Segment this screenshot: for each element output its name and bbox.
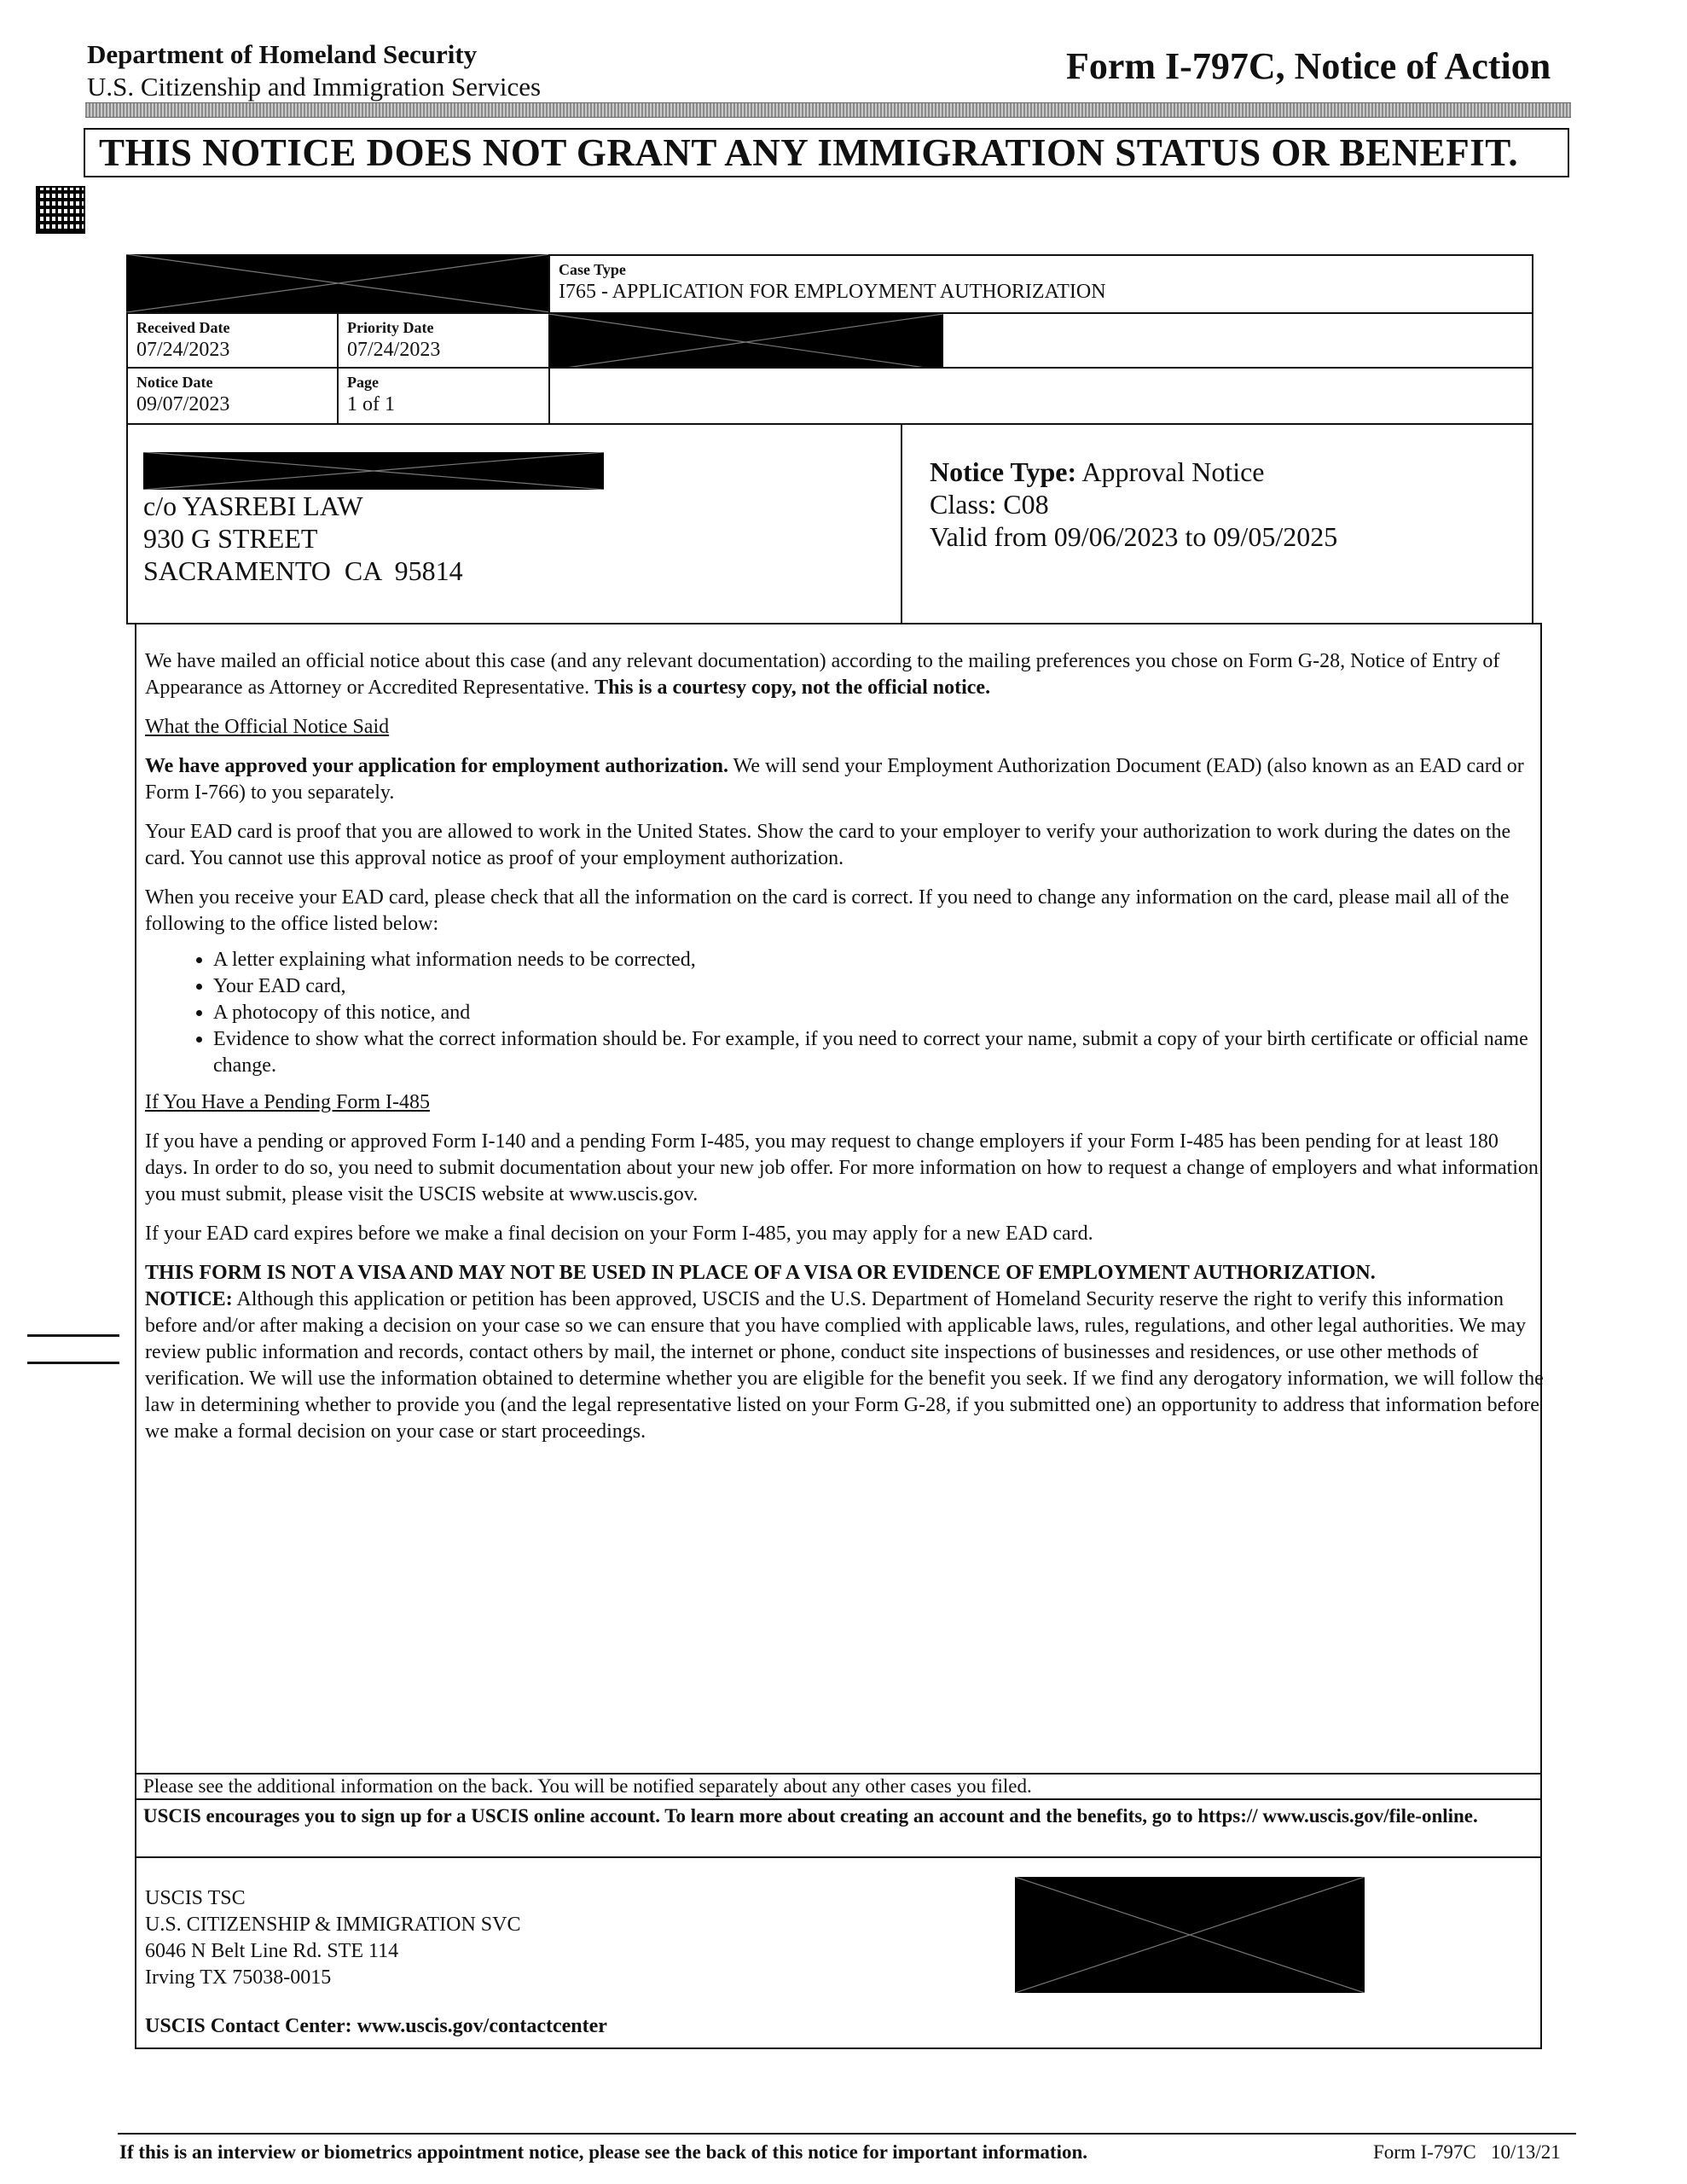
section-heading-i485: If You Have a Pending Form I-485 xyxy=(145,1091,430,1113)
office-line-1: USCIS TSC xyxy=(145,1887,246,1909)
received-date-value: 07/24/2023 xyxy=(136,339,230,361)
bottom-note: If this is an interview or biometrics appointment notice, please see the back of this notice for important information. xyxy=(119,2141,1087,2163)
recipient-box xyxy=(126,423,902,624)
courtesy-text: We have mailed an official notice about this case (and any relevant documentation) according to the mailing preferences you chose on Form G-28, Notice of Entry of Appearance as Attorney or Accredited Representative. xyxy=(145,650,1500,699)
case-type-value: I765 - APPLICATION FOR EMPLOYMENT AUTHORIZATION xyxy=(559,281,1106,303)
notice-text: Although this application or petition has been approved, USCIS and the U.S. Department of Homeland Security reserve the right to verify this information before and/or after making a decision on your case so we can ensure that you have complied with applicable laws, rules, regulations, and other legal authorities. We may review public information and records, contact others by mail, the internet or phone, conduct site inspections of businesses and residences, or use other methods of verification. We will use the information obtained to determine whether you are eligible for the benefit you seek. If we find any derogatory information, we will follow the law in determining whether to provide you (and the legal representative listed on your Form G-28, if you submitted one) an opportunity to address that information before we make a formal decision on your case or start proceedings. xyxy=(145,1288,1544,1443)
notice-date-cell xyxy=(126,367,339,425)
contact-center: USCIS Contact Center: www.uscis.gov/contactcenter xyxy=(145,2015,607,2037)
redacted-receipt-number xyxy=(126,254,550,312)
redacted-beneficiary xyxy=(548,314,943,370)
courtesy-emphasis: This is a courtesy copy, not the official notice. xyxy=(594,677,991,699)
list-item: • Your EAD card, xyxy=(213,973,1544,1000)
agency-subname: U.S. Citizenship and Immigration Services xyxy=(87,72,542,102)
status-banner: THIS NOTICE DOES NOT GRANT ANY IMMIGRATION STATUS OR BENEFIT. xyxy=(84,128,1569,177)
change-employer-paragraph: If you have a pending or approved Form I-140 and a pending Form I-485, you may request to change employers if your Form I-485 has been pending for at least 180 days. In order to do so, you need to submit documentation about your new job offer. For more information on how to request a change of employers and what information you must submit, please visit the USCIS website at www.uscis.gov. xyxy=(145,1130,1539,1205)
notice-type-value: Approval Notice xyxy=(1081,456,1265,487)
office-line-2: U.S. CITIZENSHIP & IMMIGRATION SVC xyxy=(145,1914,521,1936)
office-box xyxy=(135,1856,1542,2049)
page-label: Page xyxy=(347,374,379,391)
recipient-line-3: SACRAMENTO CA 95814 xyxy=(143,555,463,586)
case-type-cell xyxy=(548,254,1533,314)
mail-items-list xyxy=(145,947,1544,1079)
section-heading-official: What the Official Notice Said xyxy=(145,716,390,738)
blank-cell xyxy=(548,367,1533,425)
additional-info-row: Please see the additional information on the back. You will be notified separately about any other cases you filed. xyxy=(135,1773,1542,1800)
expiry-paragraph: If your EAD card expires before we make a final decision on your Form I-485, you may apply for a new EAD card. xyxy=(145,1223,1093,1245)
notice-validity: Valid from 09/06/2023 to 09/05/2025 xyxy=(930,521,1338,552)
priority-date-label: Priority Date xyxy=(347,319,434,336)
agency-name: Department of Homeland Security xyxy=(87,39,478,69)
margin-mark xyxy=(27,1334,119,1337)
redacted-barcode xyxy=(1015,1877,1365,1993)
notice-info-box xyxy=(901,423,1533,624)
notice-date-value: 09/07/2023 xyxy=(136,393,230,415)
received-date-label: Received Date xyxy=(136,319,230,336)
courtesy-paragraph xyxy=(145,648,1544,701)
page-value: 1 of 1 xyxy=(347,393,395,415)
form-title: Form I-797C, Notice of Action xyxy=(1066,45,1551,87)
notice-label: NOTICE: xyxy=(145,1288,233,1310)
verification-notice xyxy=(145,1287,1544,1445)
ead-proof-paragraph: Your EAD card is proof that you are allowed to work in the United States. Show the card to your employer to verify your authorization to work during the dates on the card. You cannot use this approval notice as proof of your employment authorization. xyxy=(145,821,1511,869)
recipient-line-2: 930 G STREET xyxy=(143,523,318,554)
approval-text: We will send your Employment Authorization Document (EAD) (also known as an EAD card or Form I-766) to you separately. xyxy=(145,755,1524,804)
margin-mark xyxy=(27,1362,119,1364)
barcode-icon xyxy=(36,186,85,234)
list-item: • A photocopy of this notice, and xyxy=(213,1000,1544,1026)
form-edition: Form I-797C 10/13/21 xyxy=(1373,2141,1561,2163)
received-date-cell xyxy=(126,312,339,369)
bottom-rule xyxy=(118,2133,1576,2135)
approval-paragraph xyxy=(145,753,1544,806)
header-rule xyxy=(85,102,1571,118)
page-cell xyxy=(337,367,550,425)
notice-type-label: Notice Type: xyxy=(930,456,1077,487)
notice-date-label: Notice Date xyxy=(136,374,213,391)
office-line-4: Irving TX 75038-0015 xyxy=(145,1966,332,1989)
office-line-3: 6046 N Belt Line Rd. STE 114 xyxy=(145,1940,399,1962)
list-item: • A letter explaining what information needs to be corrected, xyxy=(213,947,1544,973)
notice-body xyxy=(145,648,1544,1458)
notice-class: Class: C08 xyxy=(930,489,1049,520)
check-card-paragraph: When you receive your EAD card, please check that all the information on the card is correct. If you need to change any information on the card, please mail all of the following to the office listed below: xyxy=(145,886,1510,935)
approval-emphasis: We have approved your application for employment authorization. xyxy=(145,755,729,777)
redacted-recipient-name xyxy=(143,452,604,490)
priority-date-cell xyxy=(337,312,550,369)
online-account-row: USCIS encourages you to sign up for a USCIS online account. To learn more about creating an account and the benefits, go to https:// www.uscis.gov/file-online. xyxy=(135,1798,1542,1858)
list-item: • Evidence to show what the correct information should be. For example, if you need to correct your name, submit a copy of your birth certificate or official name change. xyxy=(213,1026,1544,1079)
priority-date-value: 07/24/2023 xyxy=(347,339,441,361)
not-a-visa-warning: THIS FORM IS NOT A VISA AND MAY NOT BE USED IN PLACE OF A VISA OR EVIDENCE OF EMPLOYMENT AUTHORIZATION. xyxy=(145,1262,1376,1284)
recipient-line-1: c/o YASREBI LAW xyxy=(143,491,363,521)
case-type-label: Case Type xyxy=(559,261,626,278)
